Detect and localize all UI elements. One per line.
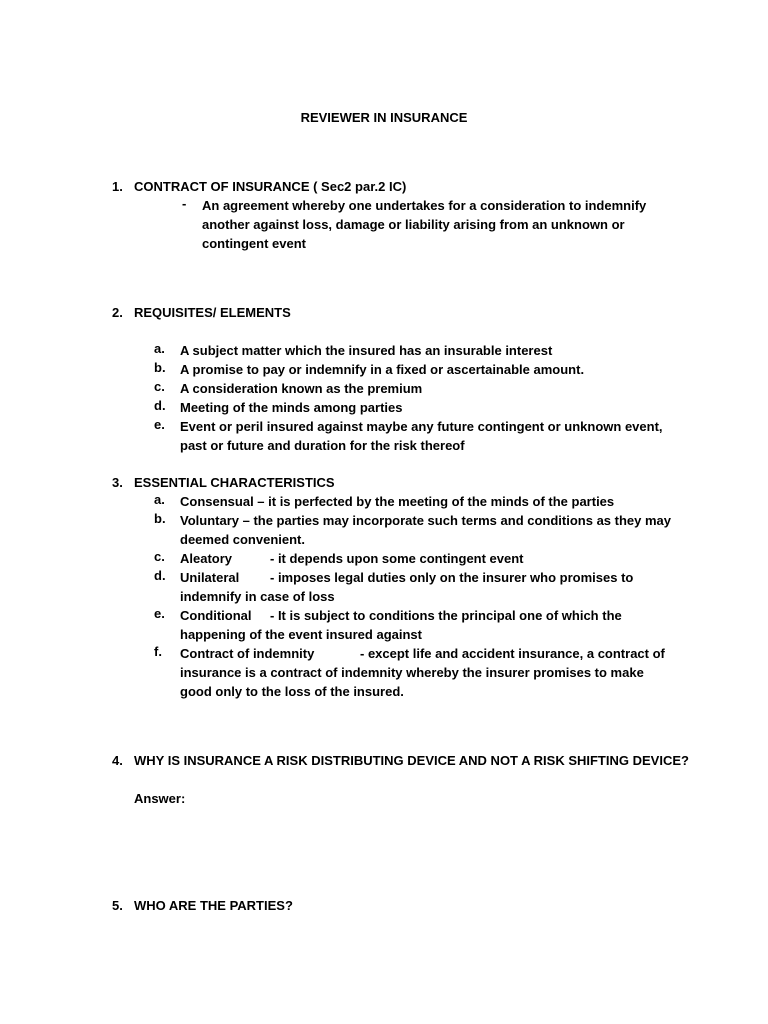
requisites-list <box>154 341 692 455</box>
list-item <box>154 417 692 455</box>
item-text: insurance is a contract of indemnity whereby the insurer promises to make <box>180 665 644 680</box>
answer-label: Answer: <box>134 791 186 806</box>
item-letter: a. <box>154 492 165 507</box>
item-text: happening of the event insured against <box>180 627 422 642</box>
item-letter: b. <box>154 511 166 526</box>
item-text <box>180 568 692 587</box>
item-description: - it depends upon some contingent event <box>270 551 524 566</box>
item-text: past or future and duration for the risk thereof <box>180 438 465 453</box>
item-text: Consensual – it is perfected by the meeting of the minds of the parties <box>180 494 615 509</box>
item-text: A subject matter which the insured has an insurable interest <box>180 343 553 358</box>
item-letter: a. <box>154 341 165 356</box>
item-text: A promise to pay or indemnify in a fixed or ascertainable amount. <box>180 362 585 377</box>
item-description: - imposes legal duties only on the insurer who promises to <box>270 570 634 585</box>
section-parties <box>112 896 692 915</box>
heading-text: ESSENTIAL CHARACTERISTICS <box>134 475 335 490</box>
item-letter: e. <box>154 417 165 432</box>
item-letter: b. <box>154 360 166 375</box>
list-item <box>154 644 692 701</box>
document-title: REVIEWER IN INSURANCE <box>300 110 468 125</box>
section-heading <box>112 751 692 770</box>
item-letter: e. <box>154 606 165 621</box>
section-risk-distributing <box>112 751 692 808</box>
definition-line: another against loss, damage or liability arising from an unknown or <box>202 217 625 232</box>
item-letter: f. <box>154 644 162 659</box>
section-contract-of-insurance <box>112 177 692 253</box>
list-item <box>154 341 692 360</box>
item-description: - It is subject to conditions the principal one of which the <box>270 608 622 623</box>
list-item <box>154 398 692 417</box>
item-text <box>180 549 692 568</box>
item-description: - except life and accident insurance, a contract of <box>360 646 665 661</box>
section-heading <box>112 177 692 196</box>
item-term: Aleatory <box>180 551 233 566</box>
list-item <box>154 549 692 568</box>
section-requisites <box>112 303 692 455</box>
list-item <box>154 492 692 511</box>
dash-bullet: - <box>182 196 187 211</box>
item-text: indemnify in case of loss <box>180 589 335 604</box>
heading-text: WHY IS INSURANCE A RISK DISTRIBUTING DEVICE AND NOT A RISK SHIFTING DEVICE? <box>134 753 689 768</box>
item-term: Conditional <box>180 608 252 623</box>
item-letter: d. <box>154 398 166 413</box>
definition-item <box>112 196 692 253</box>
section-essential-characteristics <box>112 473 692 701</box>
section-number: 3. <box>112 475 123 490</box>
characteristics-list <box>154 492 692 701</box>
section-heading <box>112 303 692 322</box>
section-heading <box>112 896 692 915</box>
item-term: Unilateral <box>180 570 240 585</box>
item-text: good only to the loss of the insured. <box>180 684 404 699</box>
item-letter: c. <box>154 549 165 564</box>
heading-text: WHO ARE THE PARTIES? <box>134 898 293 913</box>
item-term: Contract of indemnity <box>180 646 315 661</box>
section-number: 5. <box>112 898 123 913</box>
heading-text: CONTRACT OF INSURANCE ( Sec2 par.2 IC) <box>134 179 407 194</box>
section-number: 1. <box>112 179 123 194</box>
item-text: Meeting of the minds among parties <box>180 400 403 415</box>
item-text: A consideration known as the premium <box>180 381 423 396</box>
section-number: 4. <box>112 753 123 768</box>
list-item <box>154 568 692 606</box>
item-text: Event or peril insured against maybe any future contingent or unknown event, <box>180 419 663 434</box>
item-text <box>180 606 692 625</box>
list-item <box>154 360 692 379</box>
item-letter: d. <box>154 568 166 583</box>
item-text <box>180 644 692 663</box>
definition-line: An agreement whereby one undertakes for a consideration to indemnify <box>202 198 647 213</box>
section-number: 2. <box>112 305 123 320</box>
list-item <box>154 606 692 644</box>
item-text: deemed convenient. <box>180 532 305 547</box>
item-text: Voluntary – the parties may incorporate such terms and conditions as they may <box>180 513 672 528</box>
list-item <box>154 511 692 549</box>
item-letter: c. <box>154 379 165 394</box>
heading-text: REQUISITES/ ELEMENTS <box>134 305 291 320</box>
list-item <box>154 379 692 398</box>
section-heading <box>112 473 692 492</box>
definition-line: contingent event <box>202 236 307 251</box>
